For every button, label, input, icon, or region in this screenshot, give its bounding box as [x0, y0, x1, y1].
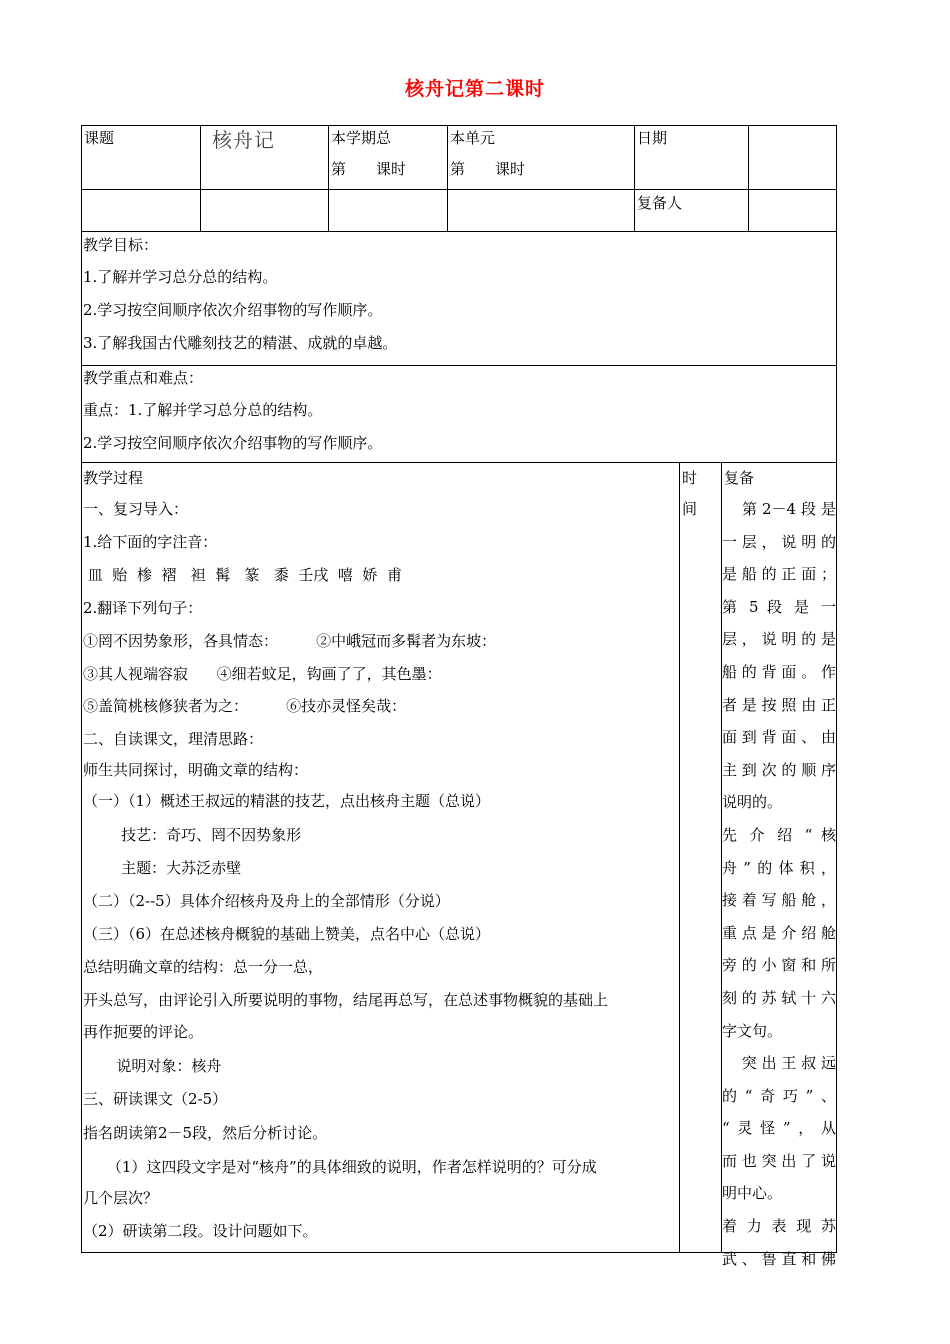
process-line: 开头总写，由评论引入所要说明的事物，结尾再总写，在总述事物概貌的基础上	[83, 991, 609, 1009]
note-line: “灵怪”，从	[722, 1119, 836, 1138]
process-line: 1.给下面的字注音：	[83, 533, 218, 551]
process-line: 总结明确文章的结构：总一分一总，	[83, 958, 324, 976]
process-line: 指名朗读第2－5段，然后分析讨论。	[83, 1124, 328, 1142]
date-label: 日期	[637, 129, 668, 147]
reviewer-label: 复备人	[637, 194, 683, 212]
col-divider	[447, 125, 448, 231]
process-line: （三）（6）在总述核舟概貌的基础上赞美，点名中心（总说）	[83, 925, 491, 943]
key-point-line: 2.学习按空间顺序依次介绍事物的写作顺序。	[83, 434, 383, 452]
row-divider	[81, 462, 837, 463]
note-line: 旁的小窗和所	[722, 956, 836, 975]
time-label: 时	[682, 469, 698, 487]
note-line: 重点是介绍舱	[722, 923, 836, 942]
process-line: 说明对象：核舟	[83, 1057, 222, 1075]
note-line: 的“奇巧”、	[722, 1086, 836, 1105]
note-line: 是船的正面；	[722, 565, 836, 584]
process-line: ①罔不因势象形，各具情态： ②中峨冠而多髯者为东坡：	[83, 632, 497, 650]
note-line: 主到次的顺序	[722, 760, 836, 779]
notes-column	[722, 493, 836, 1275]
objective-item: 1.了解并学习总分总的结构。	[83, 268, 278, 286]
note-line: 突出王叔远	[722, 1054, 836, 1073]
note-line: 先 介 绍 “ 核	[722, 825, 836, 844]
note-line: 者是按照由正	[722, 695, 836, 714]
note-line: 接着写船舱，	[722, 891, 836, 910]
objectives-heading: 教学目标：	[83, 236, 159, 254]
process-line: （1）这四段文字是对“核舟”的具体细致的说明，作者怎样说明的？可分成	[83, 1158, 597, 1176]
col-divider	[200, 125, 201, 231]
note-line: 字文句。	[722, 1021, 783, 1040]
key-point-line: 重点：1.了解并学习总分总的结构。	[83, 401, 323, 419]
row-divider	[81, 231, 837, 232]
process-line: 主题：大苏泛赤壁	[83, 859, 242, 877]
process-line: 皿 贻 椮 褶 袒 髯 篆 黍 壬戌 嘻 娇 甫	[83, 566, 402, 584]
col-divider	[679, 462, 680, 1253]
process-line: 几个层次？	[83, 1189, 159, 1207]
process-line: ③其人视端容寂 ④细若蚊足，钩画了了，其色墨：	[83, 665, 442, 683]
objective-item: 3.了解我国古代雕刻技艺的精湛、成就的卓越。	[83, 334, 398, 352]
row-divider	[81, 365, 837, 366]
col-divider	[634, 125, 635, 231]
note-line: 船的背面。作	[722, 662, 836, 681]
process-line: 师生共同探讨，明确文章的结构：	[83, 761, 309, 779]
objective-item: 2.学习按空间顺序依次介绍事物的写作顺序。	[83, 301, 383, 319]
note-line: 刻的苏轼十六	[722, 988, 836, 1007]
process-line: 三、研读课文（2-5）	[83, 1090, 228, 1108]
note-line: 武、鲁直和佛	[722, 1249, 836, 1268]
process-heading: 教学过程	[83, 469, 144, 487]
semester-total-label: 本学期总	[331, 129, 392, 147]
note-line: 第 5 段 是 一	[722, 597, 836, 616]
note-line: 一层，说明的	[722, 532, 836, 551]
unit-label: 本单元	[450, 129, 496, 147]
course-value: 核舟记	[212, 128, 275, 152]
process-line: 2.翻译下列句子：	[83, 599, 203, 617]
col-divider	[328, 125, 329, 231]
note-line: 着力表现苏	[722, 1217, 836, 1236]
note-line: 舟”的体积，	[722, 858, 836, 877]
process-line: （一）（1）概述王叔远的精湛的技艺，点出核舟主题（总说）	[83, 792, 491, 810]
process-line: 再作扼要的评论。	[83, 1023, 204, 1041]
process-line: ⑤盖简桃核修狭者为之： ⑥技亦灵怪矣哉：	[83, 697, 407, 715]
process-line: 技艺：奇巧、罔不因势象形	[83, 826, 302, 844]
row-divider	[81, 189, 837, 190]
page-title: 核舟记第二课时	[404, 78, 545, 100]
process-line: 二、自读课文，理清思路：	[83, 730, 264, 748]
course-label: 课题	[84, 129, 115, 147]
col-divider	[748, 125, 749, 231]
time-label: 间	[682, 500, 698, 518]
process-line: 一、复习导入：	[83, 500, 189, 518]
unit-sub: 第 课时	[450, 160, 526, 178]
note-line: 层，说明的是	[722, 630, 836, 649]
process-line: （二）（2--5）具体介绍核舟及舟上的全部情形（分说）	[83, 892, 450, 910]
note-line: 第2－4段是	[722, 500, 836, 518]
note-line: 说明的。	[722, 793, 783, 812]
note-line: 而也突出了说	[722, 1151, 836, 1170]
semester-total-sub: 第 课时	[331, 160, 407, 178]
note-line: 面到背面、由	[722, 728, 836, 747]
process-line: （2）研读第二段。设计问题如下。	[83, 1222, 318, 1240]
note-line: 明中心。	[722, 1184, 783, 1203]
key-points-heading: 教学重点和难点：	[83, 369, 204, 387]
notes-label: 复备	[724, 469, 755, 487]
